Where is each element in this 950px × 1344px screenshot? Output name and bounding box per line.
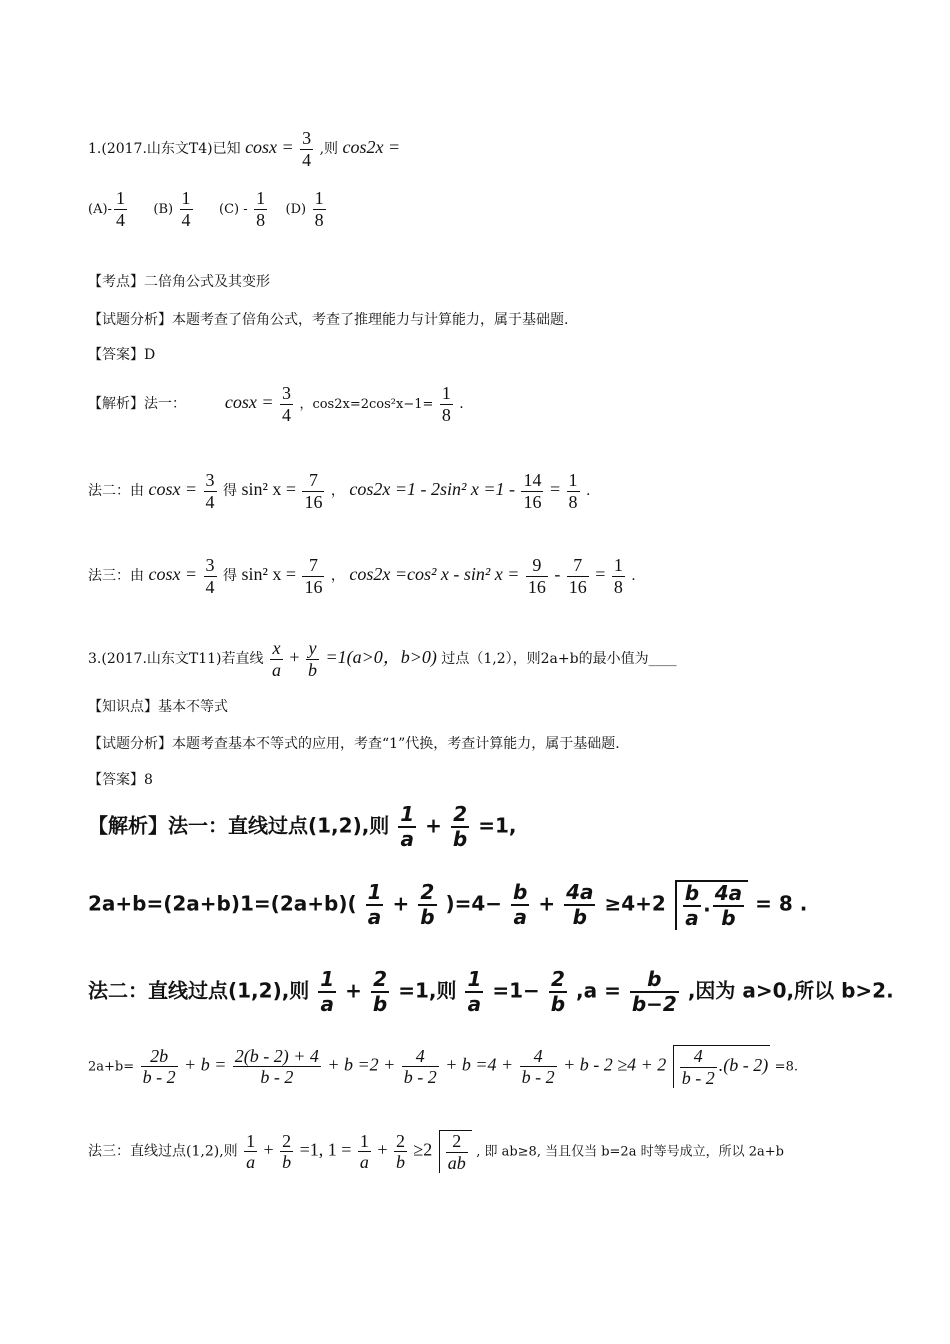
fa2-cos-x: cosx = bbox=[148, 479, 198, 500]
q3-fa1b-ge: ≥4+2 bbox=[604, 891, 666, 916]
q3-fa1b-mid: )=4− bbox=[445, 891, 503, 916]
jiexi-frac2: $\frac{1}{8}$ bbox=[441, 383, 451, 425]
q3-fa1-frac1: $\frac{1}{a}$ bbox=[400, 802, 415, 851]
q3-answer-line: 【答案】8 bbox=[88, 772, 153, 788]
q3-fa2b-t1: + b = bbox=[184, 1054, 227, 1075]
q3-fa3-plus: + bbox=[263, 1139, 274, 1160]
fa2-line bbox=[88, 470, 590, 512]
q3-fa2b-frac3: $\frac{4}{b - 2}$ bbox=[403, 1045, 437, 1088]
choice-b: (B) $\frac{1}{4}$ bbox=[153, 188, 191, 230]
choice-d: (D) $\frac{1}{8}$ bbox=[285, 188, 324, 230]
fa3-cos2x: cos2x =cos² x - sin² x = bbox=[349, 564, 520, 585]
fa3-frac1: $\frac{3}{4}$ bbox=[205, 555, 215, 597]
fa3-eq: = bbox=[595, 564, 606, 585]
q3-fa2b-sqrt: $\frac{4}{b - 2}$ .(b - 2) bbox=[673, 1045, 770, 1088]
q3-fa2-frac2: $\frac{2}{b}$ bbox=[372, 967, 388, 1016]
fa3-sin2: sin² x = bbox=[241, 564, 297, 585]
q3-fa1b-lhs: 2a+b=(2a+b)1=(2a+b)( bbox=[88, 891, 357, 916]
q3-fa1b-sqrt: $\frac{b}{a}$ . $\frac{4a}{b}$ bbox=[675, 880, 748, 930]
q3-fa2-plus: + bbox=[345, 978, 362, 1003]
fa3-label: 法三：由 bbox=[88, 568, 144, 585]
choice-c: (C) - $\frac{1}{8}$ bbox=[219, 188, 266, 230]
q3-plus: + bbox=[289, 647, 300, 668]
fa3-frac4: $\frac{7}{16}$ bbox=[568, 555, 587, 597]
q3-fa1b-frac1: $\frac{1}{a}$ bbox=[367, 880, 382, 929]
q3-fa1b-frac2: $\frac{2}{b}$ bbox=[420, 880, 435, 929]
fa2-cos2x: cos2x =1 - 2sin² x =1 - bbox=[349, 479, 516, 500]
fraction-3-4: $\frac{3}{4}$ bbox=[302, 128, 312, 170]
q3-fa3-end: , 即 ab≥8, 当且仅当 b=2a 时等号成立，所以 2a+b bbox=[476, 1144, 784, 1160]
q3-analysis-line: 【试题分析】本题考查基本不等式的应用，考查“1”代换，考查计算能力，属于基础题. bbox=[88, 736, 620, 752]
fa3-line bbox=[88, 555, 636, 597]
q3-fa2b-t3: + b =4 + bbox=[445, 1054, 514, 1075]
q3-fa1b-end: = 8 . bbox=[755, 891, 808, 916]
q3-fa1b-plus2: + bbox=[538, 891, 556, 916]
fa2-end: . bbox=[586, 483, 591, 500]
q3-fa3-frac4: $\frac{2}{b}$ bbox=[395, 1130, 405, 1173]
q3-condition: =1(a>0，b>0) bbox=[325, 647, 437, 668]
fa2-comma: ， bbox=[330, 483, 345, 500]
question-3 bbox=[88, 638, 677, 680]
q3-fa2b-t4: + b - 2 ≥4 + 2 bbox=[563, 1054, 667, 1075]
q3-fa3-sqrt: $\frac{2}{ab}$ bbox=[439, 1130, 472, 1173]
q3-fa3-plus2: + bbox=[377, 1139, 388, 1160]
fa3-frac3: $\frac{9}{16}$ bbox=[527, 555, 546, 597]
q3-fa3-t1: =1, 1 = bbox=[299, 1139, 352, 1160]
q3-fa2-comma: ,a = bbox=[576, 978, 621, 1003]
fa3-de: 得 bbox=[223, 568, 237, 585]
q3-fa1-plus: + bbox=[425, 813, 442, 838]
q3-fa1-label: 【解析】法一：直线过点(1,2),则 bbox=[88, 813, 390, 838]
q3-rest: 过点（1,2），则2a+b的最小值为____ bbox=[441, 651, 677, 668]
fa3-frac5: $\frac{1}{8}$ bbox=[613, 555, 623, 597]
jiexi-frac: $\frac{3}{4}$ bbox=[282, 383, 291, 425]
fa2-frac3: $\frac{14}{16}$ bbox=[523, 470, 542, 512]
jiexi-end: . bbox=[459, 396, 464, 413]
jiexi-mid: ，cos2x=2cos²x−1= bbox=[299, 397, 434, 413]
q3-fa2b-frac2: $\frac{2(b - 2) + 4}{b - 2}$ bbox=[234, 1045, 319, 1088]
q1-analysis-line: 【试题分析】本题考查了倍角公式，考查了推理能力与计算能力，属于基础题. bbox=[88, 312, 569, 328]
q3-fa3-frac1: $\frac{1}{a}$ bbox=[246, 1130, 256, 1173]
fa2-de: 得 bbox=[223, 483, 237, 500]
choices-row bbox=[88, 188, 328, 230]
q3-fa1b-frac3: $\frac{b}{a}$ bbox=[513, 880, 528, 929]
q3-fa1b-plus: + bbox=[392, 891, 410, 916]
fa3-end: . bbox=[631, 568, 636, 585]
question-1-label: 1.(2017.山东文T4)已知 bbox=[88, 141, 241, 158]
q3-fa2b-frac1: $\frac{2b}{b - 2}$ bbox=[142, 1045, 176, 1088]
then-text: ,则 bbox=[319, 141, 339, 158]
q1-jiexi-line bbox=[88, 383, 464, 425]
q3-fa2-frac1: $\frac{1}{a}$ bbox=[320, 967, 335, 1016]
fa3-frac2: $\frac{7}{16}$ bbox=[304, 555, 323, 597]
fa2-frac1: $\frac{3}{4}$ bbox=[205, 470, 215, 512]
q3-fa3-ge: ≥2 bbox=[413, 1139, 433, 1160]
q3-fa2-eq2: =1− bbox=[492, 978, 540, 1003]
zhishi-line: 【知识点】基本不等式 bbox=[88, 699, 228, 715]
fa2-frac4: $\frac{1}{8}$ bbox=[568, 470, 578, 512]
q3-fa2b-line bbox=[88, 1045, 798, 1088]
q3-fa2-label: 法二：直线过点(1,2),则 bbox=[88, 978, 310, 1003]
fa3-cos-x: cosx = bbox=[148, 564, 198, 585]
q3-fa1b-line bbox=[88, 880, 807, 930]
fa3-comma: ， bbox=[330, 568, 345, 585]
cos-2x-expr: cos2x = bbox=[342, 137, 401, 158]
jiexi-expr: cosx = bbox=[224, 392, 274, 413]
kaodian-line: 【考点】二倍角公式及其变形 bbox=[88, 274, 270, 290]
q3-fa2-frac3: $\frac{1}{a}$ bbox=[467, 967, 482, 1016]
fa2-eq: = bbox=[549, 479, 561, 500]
q3-fa3-line bbox=[88, 1130, 784, 1173]
q3-fa2b-end: =8. bbox=[774, 1059, 798, 1075]
q3-fa3-frac2: $\frac{2}{b}$ bbox=[282, 1130, 292, 1173]
q3-frac-y-b: $\frac{y}{b}$ bbox=[308, 638, 318, 680]
fa2-sin2: sin² x = bbox=[241, 479, 297, 500]
q3-fa2-end: ,因为 a>0,所以 b>2. bbox=[687, 978, 894, 1003]
q3-frac-x-a: $\frac{x}{a}$ bbox=[271, 638, 281, 680]
q1-answer-line: 【答案】D bbox=[88, 347, 156, 363]
fa3-minus: - bbox=[554, 564, 561, 585]
q3-fa2b-t2: + b =2 + bbox=[327, 1054, 396, 1075]
question-3-label: 3.(2017.山东文T11)若直线 bbox=[88, 651, 264, 668]
q3-fa1-eq: =1, bbox=[478, 813, 517, 838]
q3-fa3-frac3: $\frac{1}{a}$ bbox=[359, 1130, 369, 1173]
q3-fa1b-frac4: $\frac{4a}{b}$ bbox=[566, 880, 594, 929]
q3-fa2-line bbox=[88, 968, 894, 1016]
cos-x-expr: cosx = bbox=[245, 137, 294, 158]
q3-fa2-frac4: $\frac{2}{b}$ bbox=[550, 967, 566, 1016]
q3-fa3-label: 法三：直线过点(1,2),则 bbox=[88, 1143, 238, 1160]
q3-fa2b-lhs: 2a+b= bbox=[88, 1059, 135, 1075]
choice-a: (A)- $\frac{1}{4}$ bbox=[88, 188, 125, 230]
q3-fa2-frac5: $\frac{b}{b-2}$ bbox=[631, 967, 677, 1016]
q3-fa2-eq: =1,则 bbox=[398, 978, 457, 1003]
q3-fa1-frac2: $\frac{2}{b}$ bbox=[452, 802, 468, 851]
q3-fa2b-frac4: $\frac{4}{b - 2}$ bbox=[521, 1045, 555, 1088]
fa2-label: 法二：由 bbox=[88, 483, 144, 500]
question-1 bbox=[88, 128, 400, 170]
q3-fa1-line bbox=[88, 803, 516, 851]
fa2-frac2: $\frac{7}{16}$ bbox=[304, 470, 323, 512]
jiexi-label: 【解析】法一： bbox=[88, 396, 186, 413]
